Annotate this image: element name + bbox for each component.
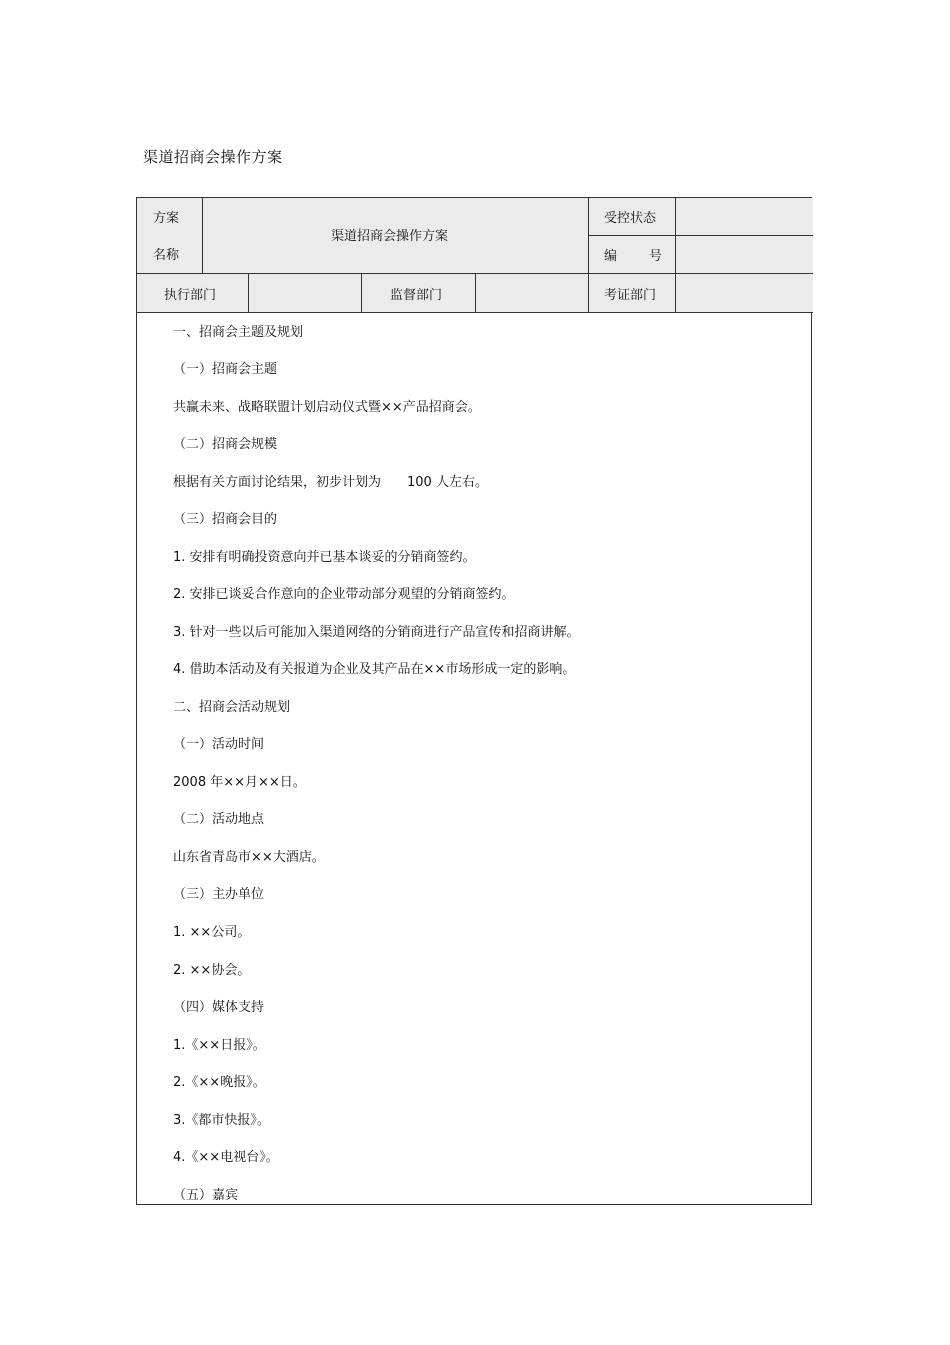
exec-dept-value-cell[interactable] [249, 274, 362, 313]
plan-name-value: 渠道招商会操作方案 [331, 229, 449, 244]
section-heading: 一、招商会主题及规划 [173, 325, 304, 340]
paragraph: 2008 年××月××日。 [173, 775, 306, 790]
list-item: 1. 安排有明确投资意向并已基本谈妥的分销商签约。 [173, 550, 476, 565]
subsection-heading: （四）媒体支持 [173, 1000, 265, 1015]
subsection-heading: （五）嘉宾 [173, 1188, 239, 1203]
subsection-heading: （二）招商会规模 [173, 437, 278, 452]
plan-label-line1: 方案 [153, 211, 180, 226]
list-item: 2. 安排已谈妥合作意向的企业带动部分观望的分销商签约。 [173, 587, 515, 602]
subsection-heading: （一）活动时间 [173, 737, 265, 752]
control-status-label: 受控状态 [604, 211, 657, 226]
supervise-dept-value-cell[interactable] [476, 274, 589, 313]
section-heading: 二、招商会活动规划 [173, 700, 291, 715]
control-status-label-cell [589, 198, 676, 236]
supervise-dept-label: 监督部门 [390, 288, 443, 303]
document-title: 渠道招商会操作方案 [143, 148, 283, 166]
verify-dept-label-cell [589, 274, 676, 313]
number-label-cell [589, 236, 676, 274]
number-value-cell[interactable] [676, 236, 813, 274]
paragraph: 共赢未来、战略联盟计划启动仪式暨××产品招商会。 [173, 400, 481, 415]
supervise-dept-label-cell [362, 274, 476, 313]
list-item: 2. ××协会。 [173, 963, 251, 978]
paragraph: 山东省青岛市××大酒店。 [173, 850, 325, 865]
subsection-heading: （三）主办单位 [173, 887, 265, 902]
list-item: 4.《××电视台》。 [173, 1150, 279, 1165]
number-label-left: 编 [604, 249, 618, 264]
list-item: 3. 针对一些以后可能加入渠道网络的分销商进行产品宣传和招商讲解。 [173, 625, 580, 640]
plan-name-label-cell [137, 198, 203, 274]
list-item: 3.《都市快报》。 [173, 1113, 270, 1128]
verify-dept-label: 考证部门 [604, 288, 657, 303]
exec-dept-label-cell [137, 274, 249, 313]
list-item: 1.《××日报》。 [173, 1038, 266, 1053]
subsection-heading: （三）招商会目的 [173, 512, 278, 527]
number-label-right: 号 [649, 249, 663, 264]
list-item: 2.《××晚报》。 [173, 1075, 266, 1090]
paragraph: 根据有关方面讨论结果，初步计划为 100 人左右。 [173, 475, 488, 490]
control-status-value-cell[interactable] [676, 198, 813, 236]
subsection-heading: （二）活动地点 [173, 812, 265, 827]
verify-dept-value-cell[interactable] [676, 274, 813, 313]
plan-form [136, 197, 812, 1205]
plan-name-cell [203, 198, 589, 274]
list-item: 4. 借助本活动及有关报道为企业及其产品在××市场形成一定的影响。 [173, 662, 576, 677]
subsection-heading: （一）招商会主题 [173, 362, 278, 377]
plan-label-line2: 名称 [153, 248, 180, 263]
exec-dept-label: 执行部门 [164, 288, 217, 303]
list-item: 1. ××公司。 [173, 925, 251, 940]
